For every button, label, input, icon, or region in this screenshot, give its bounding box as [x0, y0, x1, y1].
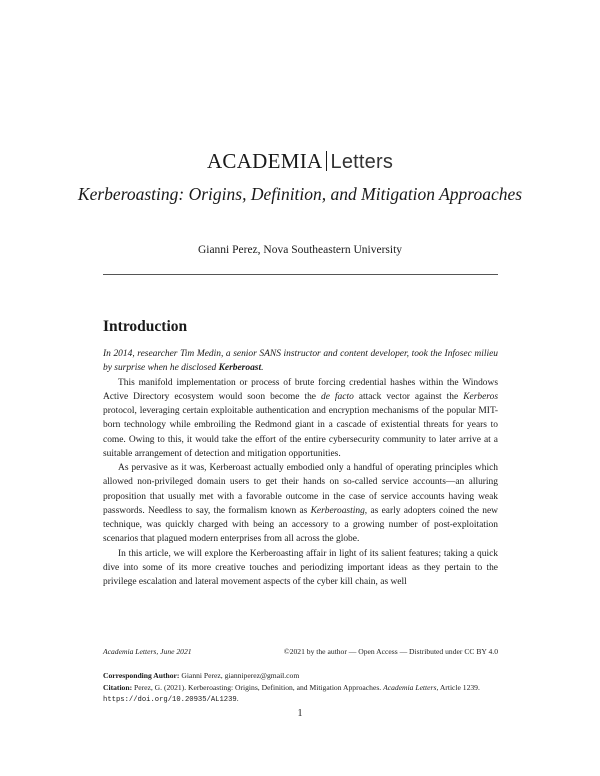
page-number: 1 [297, 708, 303, 719]
footer-line [103, 647, 498, 656]
footer-journal: Academia Letters, June 2021 [103, 647, 192, 656]
lead-text: In 2014, researcher Tim Medin, a senior SANS instructor and content developer, took the Infosec milieu by surprise when he disclosed [103, 349, 498, 374]
citation-text: Perez, G. (2021). Kerberoasting: Origins, Definition, and Mitigation Approaches. [132, 682, 384, 692]
footer-license: ©2021 by the author — Open Access — Distributed under CC BY 4.0 [283, 647, 498, 656]
corresponding-block [103, 670, 498, 707]
section-heading: Introduction [103, 318, 188, 335]
citation-article: , Article 1239. [436, 682, 480, 692]
body-text [103, 347, 498, 589]
p2-italic-kerberoasting: Kerberoasting [310, 505, 365, 516]
p1-italic-kerberos: Kerberos [463, 391, 498, 402]
citation [103, 682, 498, 707]
p1-text-c: protocol, leveraging certain exploitable authentication and encryption mechanisms of the popular MIT-born technology while embroiling the Redmond giant in a cascade of existential threats for years to come. Owing to this, it would take the effort of the entire cybersecurity community to later arrive at a suitable arrangement of detection and mitigation opportunities. [103, 406, 498, 459]
title-divider [103, 274, 498, 275]
masthead-section: Letters [330, 151, 394, 173]
citation-end: . [236, 694, 239, 703]
lead-paragraph [103, 347, 498, 376]
masthead-separator [326, 151, 327, 171]
corresponding-value: Gianni Perez, gianniperez@gmail.com [179, 671, 300, 680]
masthead [0, 149, 600, 174]
paper-title: Kerberoasting: Origins, Definition, and Mitigation Approaches [77, 184, 523, 204]
lead-end: . [261, 363, 264, 374]
corresponding-label: Corresponding Author: [103, 671, 180, 680]
corresponding-author [103, 670, 498, 682]
citation-journal: Academia Letters [383, 682, 437, 692]
academia-logo: ACADEMIA [206, 149, 323, 173]
lead-bold-term: Kerberoast [218, 363, 262, 374]
paragraph-1 [103, 376, 498, 462]
paragraph-3: In this article, we will explore the Kerberoasting affair in light of its salient features; taking a quick dive into some of its more creative touches and periodizing important ideas as they pertain to the privilege escalation and lateral movement aspects of the cyber kill chain, as well [103, 548, 498, 587]
p1-text-b: attack vector against the [353, 391, 464, 402]
p1-italic-defacto: de facto [321, 391, 354, 402]
author-line: Gianni Perez, Nova Southeastern University [197, 244, 403, 256]
doi-link[interactable]: https://doi.org/10.20935/AL1239 [103, 696, 237, 704]
p2-text-a: As pervasive as it was, Kerberoast actually embodied only a handful of operating principles which allowed non-privileged domain users to get their hands on so-called service accounts—an alluring proposition that usually met with a favorable outcome in the case of service accounts having weak passwords. Needless to say, the formalism known as [103, 463, 498, 516]
p1-text-a: This manifold implementation or process of brute forcing credential hashes within the Windows Active Directory ecosystem would soon become the [103, 377, 498, 402]
paragraph-2 [103, 461, 498, 547]
p2-text-b: , as early adopters coined the new technique, was quickly charged with being an accessory to a growing number of post-exploitation scenarios that plagued modern enterprises from all across the globe. [103, 505, 498, 545]
citation-label: Citation: [103, 682, 133, 692]
